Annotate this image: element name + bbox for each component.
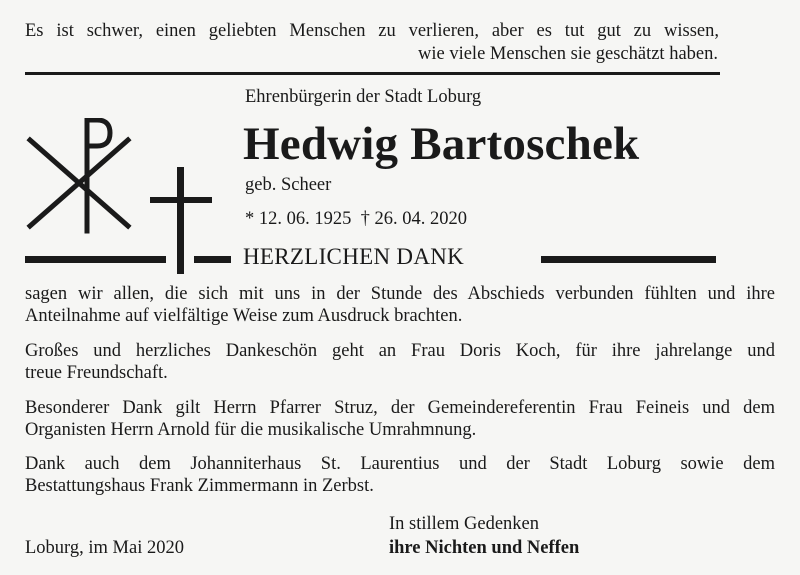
place-and-date: Loburg, im Mai 2020 — [25, 538, 184, 558]
quote-line-1: Es ist schwer, einen geliebten Menschen zu verlieren, aber es tut gut zu wissen, — [25, 21, 719, 41]
in-memory-label: In stillem Gedenken — [389, 514, 540, 534]
paragraph-2-line-1: Großes und herzliches Dankeschön geht an Frau Doris Koch, für ihre jahrelange und — [25, 341, 775, 361]
honorary-citizen-label: Ehrenbürgerin der Stadt Loburg — [245, 87, 482, 107]
top-divider — [25, 72, 720, 75]
divider-right-segment — [541, 256, 716, 263]
life-dates: * 12. 06. 1925 † 26. 04. 2020 — [245, 209, 467, 229]
paragraph-3-line-2: Organisten Herrn Arnold für die musikalische Umrahmnung. — [25, 420, 477, 440]
deceased-name: Hedwig Bartoschek — [243, 118, 640, 170]
paragraph-2-line-2: treue Freundschaft. — [25, 363, 168, 383]
divider-mid-segment — [194, 256, 231, 263]
paragraph-3-line-1: Besonderer Dank gilt Herrn Pfarrer Struz, der Gemeindereferentin Frau Feineis und dem — [25, 398, 775, 418]
signers: ihre Nichten und Neffen — [389, 538, 580, 558]
paragraph-1-line-2: Anteilnahme auf vielfältige Weise zum Ausdruck brachten. — [25, 306, 463, 326]
paragraph-1-line-1: sagen wir allen, die sich mit uns in der Stunde des Abschieds verbunden fühlten und ihre — [25, 284, 775, 304]
quote-line-2: wie viele Menschen sie geschätzt haben. — [418, 44, 718, 64]
maiden-name: geb. Scheer — [245, 175, 332, 195]
paragraph-4-line-2: Bestattungshaus Frank Zimmermann in Zerbst. — [25, 476, 374, 496]
thanks-heading: HERZLICHEN DANK — [243, 244, 465, 269]
divider-left-segment — [25, 256, 166, 263]
chi-rho-symbol-icon — [25, 118, 135, 238]
paragraph-4-line-1: Dank auch dem Johanniterhaus St. Laurentius und der Stadt Loburg sowie dem — [25, 454, 775, 474]
